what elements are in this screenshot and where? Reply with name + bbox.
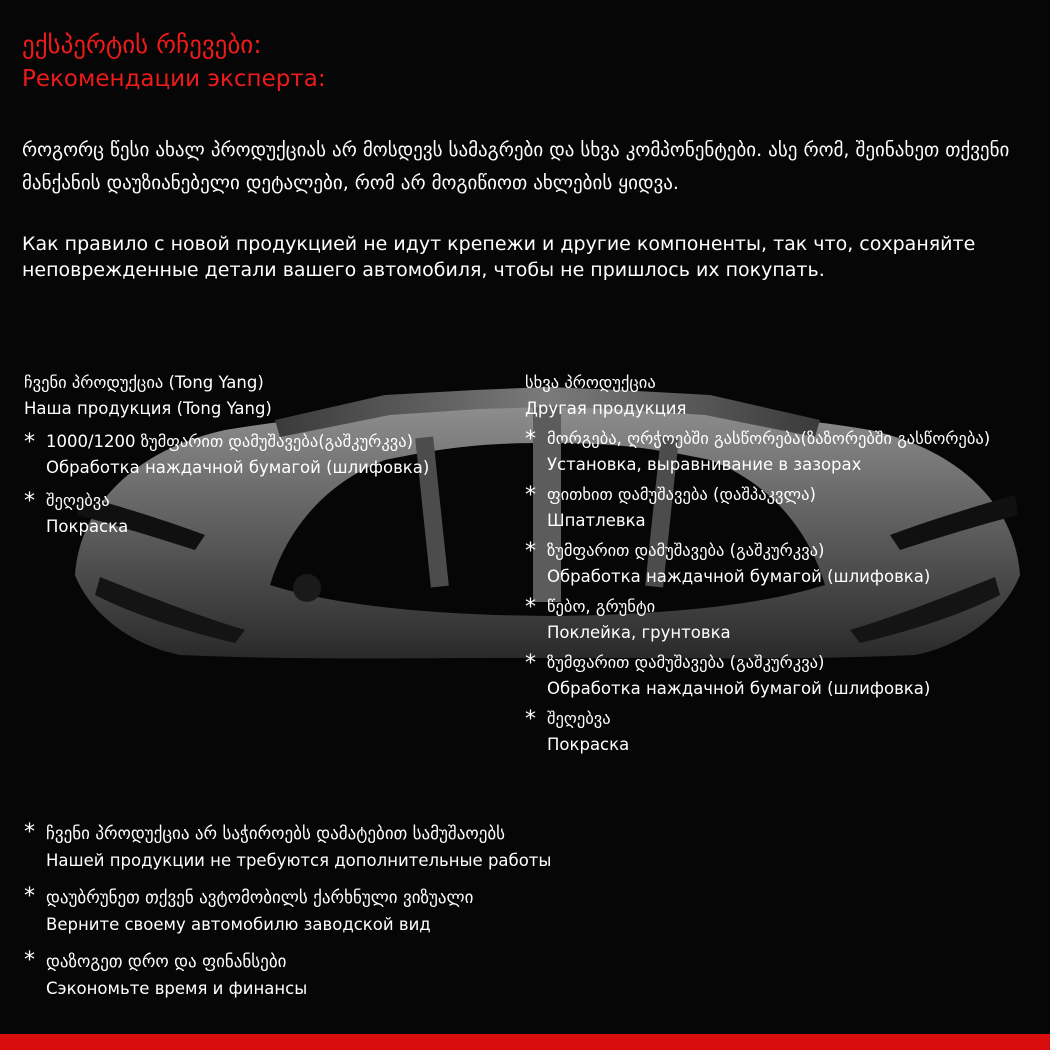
step-russian: Покраска xyxy=(46,517,129,536)
bullet-star-icon: * xyxy=(24,820,35,845)
our-product-step xyxy=(24,430,524,481)
benefit-georgian: დაზოგეთ დრო და ფინანსები xyxy=(46,952,287,972)
other-product-step xyxy=(525,707,1050,758)
our-product-column xyxy=(24,370,524,540)
benefit-item xyxy=(24,948,1034,1002)
bottom-red-bar xyxy=(0,1034,1050,1050)
bullet-star-icon: * xyxy=(24,489,35,514)
other-product-step xyxy=(525,595,1050,646)
benefit-russian: Верните своему автомобилю заводской вид xyxy=(46,915,431,934)
our-product-step xyxy=(24,489,524,540)
step-georgian: ზუმფარით დამუშავება (გაშკურკვა) xyxy=(547,541,825,560)
intro-russian: Как правило с новой продукцией не идут крепежи и другие компоненты, так что, сохраняйте неповрежденные детали вашего автомобиля, чтобы не пришлось их покупать. xyxy=(22,233,976,281)
step-georgian: ფითხით დამუშავება (დაშპაკვლა) xyxy=(547,485,816,504)
bullet-star-icon: * xyxy=(525,427,536,452)
title-russian: Рекомендации эксперта: xyxy=(22,66,326,92)
benefit-item xyxy=(24,884,1034,938)
step-russian: Поклейка, грунтовка xyxy=(547,623,731,642)
step-russian: Шпатлевка xyxy=(547,511,646,530)
bullet-star-icon: * xyxy=(525,595,536,620)
benefit-georgian: ჩვენი პროდუქცია არ საჭიროებს დამატებით სამუშაოებს xyxy=(46,824,506,844)
benefit-georgian: დაუბრუნეთ თქვენ ავტომობილს ქარხნული ვიზუალი xyxy=(46,888,474,908)
step-russian: Покраска xyxy=(547,735,630,754)
step-russian: Обработка наждачной бумагой (шлифовка) xyxy=(46,458,430,477)
other-product-heading-georgian: სხვა პროდუქცია xyxy=(525,373,656,392)
other-product-steps xyxy=(525,427,1050,758)
benefit-russian: Сэкономьте время и финансы xyxy=(46,979,308,998)
benefits-list xyxy=(24,820,1034,1012)
our-product-heading-georgian: ჩვენი პროდუქცია (Tong Yang) xyxy=(24,373,264,392)
intro-georgian: როგორც წესი ახალ პროდუქციას არ მოსდევს სამაგრები და სხვა კომპონენტები. ასე რომ, შეინახეთ თქვენი მანქანის დაუზიანებელი დეტალები, რომ არ მოგიწიოთ ახლების ყიდვა. xyxy=(22,139,1010,194)
bullet-star-icon: * xyxy=(525,539,536,564)
step-georgian: შეღებვა xyxy=(46,491,110,510)
our-product-steps xyxy=(24,430,524,540)
other-product-step xyxy=(525,483,1050,534)
step-russian: Обработка наждачной бумагой (шлифовка) xyxy=(547,679,931,698)
other-product-column xyxy=(525,370,1050,758)
our-product-heading-russian: Наша продукция (Tong Yang) xyxy=(24,399,272,418)
other-product-step xyxy=(525,651,1050,702)
title-georgian: ექსპერტის რჩევები: xyxy=(22,30,262,59)
step-georgian: მორგება, ღრჭოებში გასწორება(ზაზორებში გასწორება) xyxy=(547,429,991,448)
bullet-star-icon: * xyxy=(525,707,536,732)
bullet-star-icon: * xyxy=(525,651,536,676)
bullet-star-icon: * xyxy=(525,483,536,508)
tow-hook-cover xyxy=(293,574,321,602)
step-georgian: წებო, გრუნტი xyxy=(547,597,656,616)
step-georgian: 1000/1200 ზუმფარით დამუშავება(გაშკურკვა) xyxy=(46,432,414,451)
other-product-step xyxy=(525,427,1050,478)
step-georgian: ზუმფარით დამუშავება (გაშკურკვა) xyxy=(547,653,825,672)
step-russian: Обработка наждачной бумагой (шлифовка) xyxy=(547,567,931,586)
bullet-star-icon: * xyxy=(24,430,35,455)
bullet-star-icon: * xyxy=(24,884,35,909)
bullet-star-icon: * xyxy=(24,948,35,973)
other-product-step xyxy=(525,539,1050,590)
step-georgian: შეღებვა xyxy=(547,709,611,728)
benefit-russian: Нашей продукции не требуются дополнительные работы xyxy=(46,851,552,870)
other-product-heading-russian: Другая продукция xyxy=(525,399,687,418)
benefit-item xyxy=(24,820,1034,874)
step-russian: Установка, выравнивание в зазорах xyxy=(547,455,862,474)
